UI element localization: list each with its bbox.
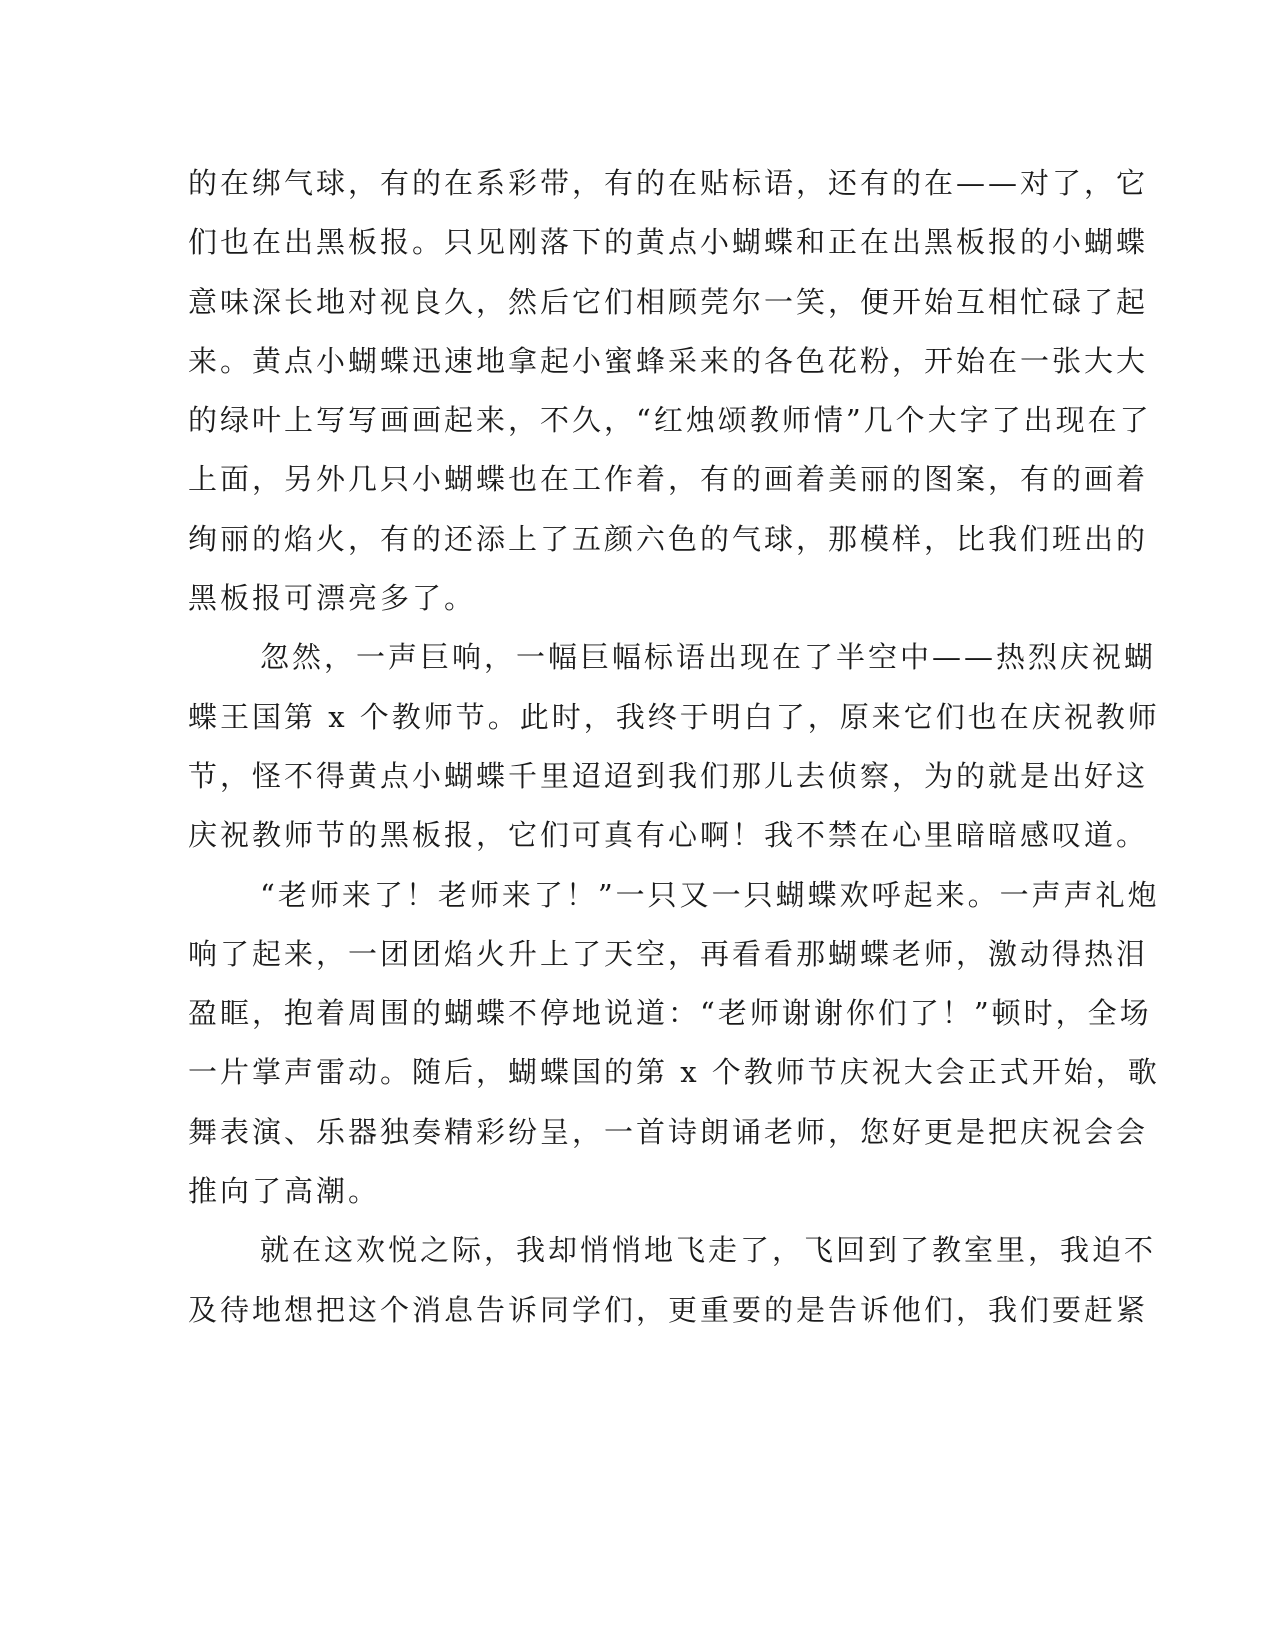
text-line: 就在这欢悦之际，我却悄悄地飞走了，飞回到了教室里，我迫不 — [260, 1233, 1157, 1268]
text-line: 舞表演、乐器独奏精彩纷呈，一首诗朗诵老师，您好更是把庆祝会会 — [188, 1114, 1149, 1149]
text-line: 来。黄点小蝴蝶迅速地拿起小蜜蜂采来的各色花粉，开始在一张大大 — [188, 343, 1149, 378]
text-line: 的绿叶上写写画画起来，不久，“红烛颂教师情”几个大字了出现在了 — [188, 403, 1152, 438]
text-line: 及待地想把这个消息告诉同学们，更重要的是告诉他们，我们要赶紧 — [188, 1292, 1149, 1327]
text-line: 蝶王国第 x 个教师节。此时，我终于明白了，原来它们也在庆祝教师 — [188, 699, 1160, 734]
text-line: 忽然，一声巨响，一幅巨幅标语出现在了半空中——热烈庆祝蝴 — [260, 640, 1157, 675]
text-line: 黑板报可漂亮多了。 — [188, 581, 477, 616]
text-line: 盈眶，抱着周围的蝴蝶不停地说道：“老师谢谢你们了！”顿时，全场 — [188, 996, 1152, 1031]
text-line: 节，怪不得黄点小蝴蝶千里迢迢到我们那儿去侦察，为的就是出好这 — [188, 758, 1149, 793]
text-line: 意味深长地对视良久，然后它们相顾莞尔一笑，便开始互相忙碌了起 — [188, 284, 1149, 319]
text-line: 庆祝教师节的黑板报，它们可真有心啊！我不禁在心里暗暗感叹道。 — [188, 818, 1149, 853]
text-line: 们也在出黑板报。只见刚落下的黄点小蝴蝶和正在出黑板报的小蝴蝶 — [188, 225, 1149, 260]
text-line: 一片掌声雷动。随后，蝴蝶国的第 x 个教师节庆祝大会正式开始，歌 — [188, 1055, 1160, 1090]
text-line: 上面，另外几只小蝴蝶也在工作着，有的画着美丽的图案，有的画着 — [188, 462, 1149, 497]
text-line: 推向了高潮。 — [188, 1174, 381, 1209]
text-line: 响了起来，一团团焰火升上了天空，再看看那蝴蝶老师，激动得热泪 — [188, 936, 1149, 971]
body-text — [188, 154, 1160, 1340]
text-line: 绚丽的焰火，有的还添上了五颜六色的气球，那模样，比我们班出的 — [188, 521, 1149, 556]
text-line: “老师来了！老师来了！”一只又一只蝴蝶欢呼起来。一声声礼炮 — [260, 877, 1160, 912]
text-line: 的在绑气球，有的在系彩带，有的在贴标语，还有的在——对了，它 — [188, 166, 1149, 200]
